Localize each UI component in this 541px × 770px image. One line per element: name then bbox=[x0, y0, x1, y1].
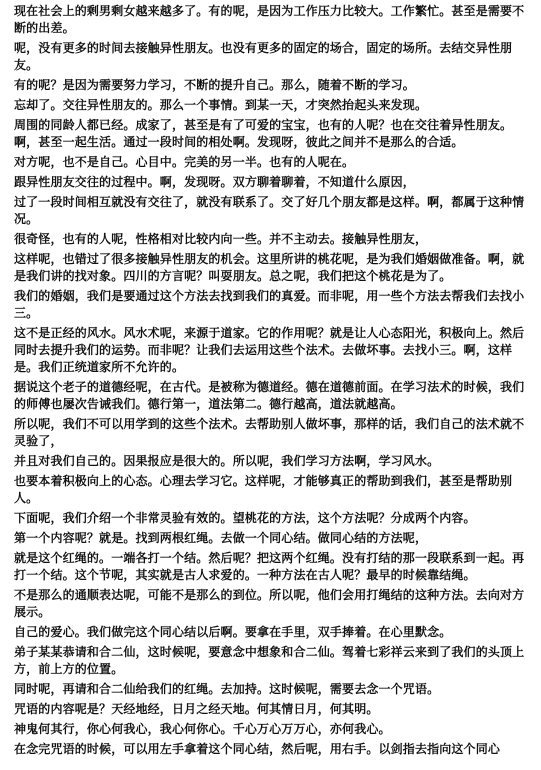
paragraph: 据说这个老子的道德经呢，在古代。是被称为德道经。德在道德前面。在学习法术的时候，我们的师傅也屡次告诫我们。德行第一，道法第二。德行越高，道法就越高。 bbox=[14, 380, 525, 411]
paragraph: 跟异性朋友交往的过程中。啊，发现呀。双方聊着聊着，不知道什么原因， bbox=[14, 175, 415, 189]
paragraph: 周围的同龄人都已经。成家了，甚至是有了可爱的宝宝，也有的人呢？也在交往着异性朋友。啊，甚至一起生活。通过一段时间的相处啊。发现呀，彼此之间并不是那么的合适。 bbox=[14, 118, 513, 149]
paragraph: 对方呢，也不是自己。心目中。完美的另一半。也有的人呢在。 bbox=[14, 155, 355, 169]
paragraph: 现在社会上的剩男剩女越来越多了。有的呢，是因为工作压力比较大。工作繁忙。甚至是需要不断的出差。 bbox=[14, 4, 525, 35]
paragraph: 也要本着积极向上的心态。心理去学习它。这样呢，才能够真正的帮助到我们，甚至是帮助别人。 bbox=[14, 474, 513, 505]
paragraph: 这不是正经的风水。风水术呢，来源于道家。它的作用呢？就是让人心态阳光，积极向上。然后同时去提升我们的运势。而非呢？让我们去运用这些个法术。去做坏事。去找小三。啊，这样是。我们正统道家所不允许的。 bbox=[14, 326, 525, 374]
paragraph: 有的呢？是因为需要努力学习，不断的提升自己。那么，随着不断的学习。 bbox=[14, 78, 415, 92]
paragraph: 我们的婚姻，我们是要通过这个方法去找到我们的真爱。而非呢，用一些个方法去帮我们去找小三。 bbox=[14, 289, 525, 320]
paragraph: 并且对我们自己的。因果报应是很大的。所以呢，我们学习方法啊，学习风水。 bbox=[14, 454, 440, 468]
paragraph: 过了一段时间相互就没有交往了，就没有联系了。交了好几个朋友都是这样。啊，都属于这种情况。 bbox=[14, 195, 525, 226]
paragraph: 不是那么的通顺表达呢，可能不是那么的到位。所以呢，他们会用打绳结的这种方法。去向对方展示。 bbox=[14, 588, 525, 619]
paragraph: 同时呢，再请和合二仙给我们的红绳。去加持。这时候呢，需要去念一个咒语。 bbox=[14, 682, 440, 696]
paragraph: 下面呢，我们介绍一个非常灵验有效的。望桃花的方法，这个方法呢？分成两个内容。 bbox=[14, 511, 476, 525]
paragraph: 所以呢，我们不可以用学到的这些个法术。去帮助别人做坏事，那样的话，我们自己的法术就不灵验了， bbox=[14, 417, 525, 448]
paragraph: 在念完咒语的时候，可以用左手拿着这个同心结，然后呢，用右手。以剑指去指向这个同心 bbox=[14, 742, 501, 756]
paragraph: 神鬼何其行，你心何我心，我心何你心。千心万心万万心，亦何我心。 bbox=[14, 722, 391, 736]
paragraph: 这样呢，也错过了很多接触异性朋友的机会。这里所讲的桃花呢，是为我们婚姻做准备。啊，就是我们讲的找对象。四川的方言呢？叫耍朋友。总之呢，我们把这个桃花是为了。 bbox=[14, 252, 525, 283]
paragraph: 弟子某某恭请和合二仙，这时候呢，要意念中想象和合二仙。驾着七彩祥云来到了我们的头顶上方，前上方的位置。 bbox=[14, 645, 525, 676]
paragraph: 很奇怪，也有的人呢，性格相对比较内向一些。并不主动去。接触异性朋友， bbox=[14, 232, 428, 246]
paragraph: 第一个内容呢？就是。找到两根红绳。去做一个同心结。做同心结的方法呢， bbox=[14, 531, 428, 545]
paragraph: 就是这个红绳的。一端各打一个结。然后呢？把这两个红绳。没有打结的那一段联系到一起。再打一个结。这个节呢，其实就是古人求爱的。一种方法在古人呢？最早的时候靠结绳。 bbox=[14, 551, 525, 582]
paragraph: 自己的爱心。我们做完这个同心结以后啊。要拿在手里，双手捧着。在心里默念。 bbox=[14, 625, 452, 639]
paragraph: 咒语的内容呢是？天经地经，日月之经天地。何其情日月，何其明。 bbox=[14, 702, 379, 716]
paragraph: 呢，没有更多的时间去接触异性朋友。也没有更多的固定的场合，固定的场所。去结交异性朋友。 bbox=[14, 41, 513, 72]
paragraph: 忘却了。交往异性朋友的。那么一个事情。到某一天，才突然抬起头来发现。 bbox=[14, 98, 428, 112]
